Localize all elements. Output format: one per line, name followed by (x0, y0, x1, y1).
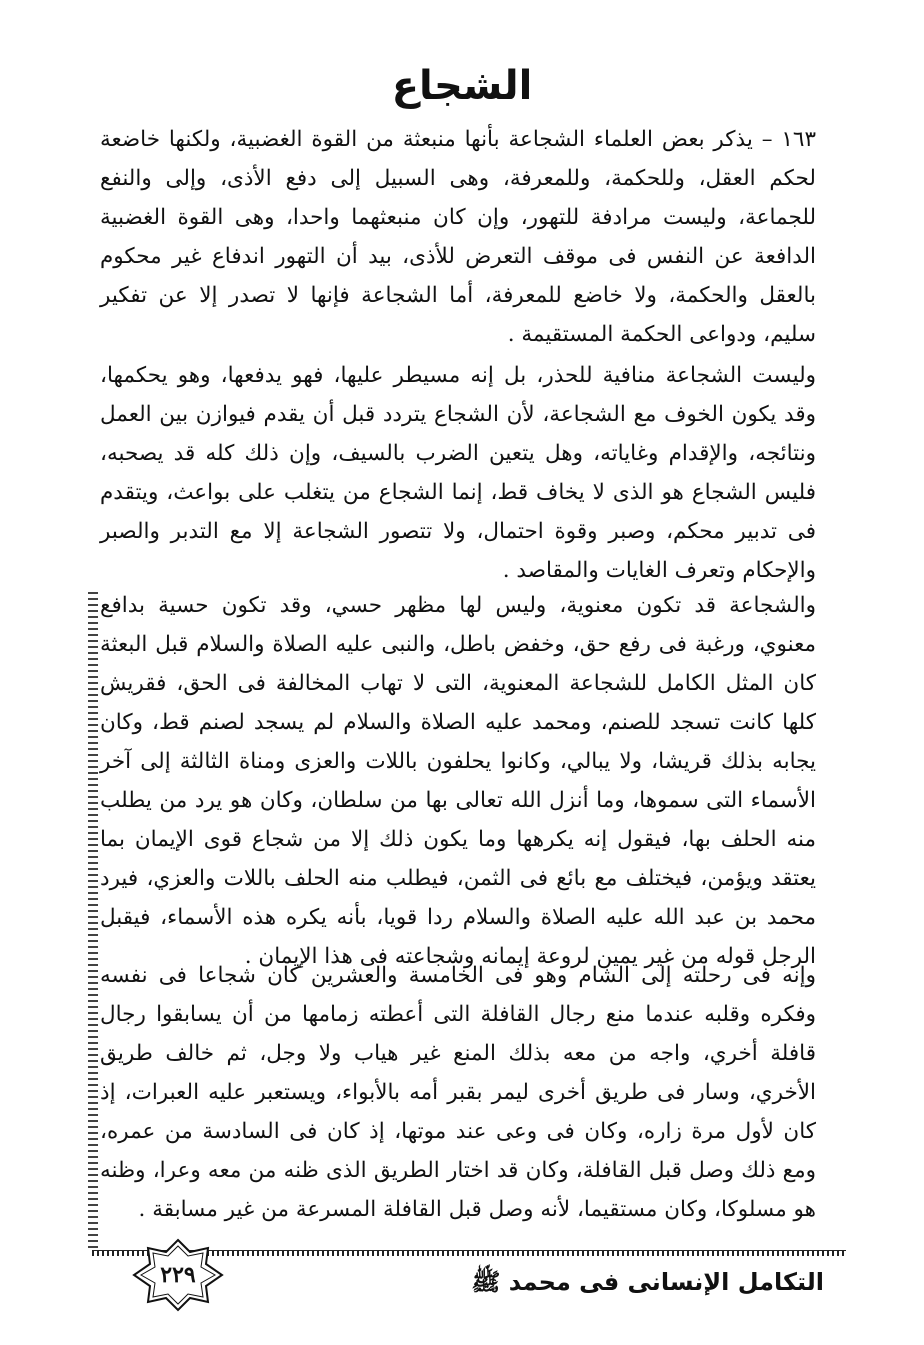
footer-book-title: التكامل الإنسانى فى محمد ﷺ (471, 1268, 824, 1296)
paragraph-2: وليست الشجاعة منافية للحذر، بل إنه مسيطر عليها، فهو يدفعها، وهو يحكمها، وقد يكون الخوف مع الشجاعة، لأن الشجاع يتردد قبل أن يقدم فيوازن بين العمل ونتائجه، والإقدام وغاياته، وهل يتعين الضرب بالسيف، وإن ذلك كله قد يصحبه، فليس الشجاع هو الذى لا يخاف قط، إنما الشجاع من يتغلب على بواعث، ويتقدم فى تدبير محكم، وصبر وقوة احتمال، ولا تتصور الشجاعة إلا مع التدبر والصبر والإحكام وتعرف الغايات والمقاصد . (100, 363, 816, 583)
paragraph-1: ١٦٣ – يذكر بعض العلماء الشجاعة بأنها منبعثة من القوة الغضبية، ولكنها خاضعة لحكم العقل، وللحكمة، وللمعرفة، وهى السبيل إلى دفع الأذى، وإلى والنفع للجماعة، وليست مرادفة للتهور، وإن كان منبعثهما واحدا، وهى القوة الغضبية الدافعة عن النفس فى موقف التعرض للأذى، بيد أن التهور اندفاع غير محكوم بالعقل والحكمة، ولا خاضع للمعرفة، أما الشجاعة فإنها لا تصدر إلا عن تفكير سليم، ودواعى الحكمة المستقيمة . (100, 127, 816, 347)
paragraph-3: والشجاعة قد تكون معنوية، وليس لها مظهر حسي، وقد تكون حسية بدافع معنوي، ورغبة فى رفع حق، وخفض باطل، والنبى عليه الصلاة والسلام قبل البعثة كان المثل الكامل للشجاعة المعنوية، التى لا تهاب المخالفة فى الحق، فقريش كلها كانت تسجد للصنم، ومحمد عليه الصلاة والسلام لم يسجد لصنم قط، وكان يجابه بذلك قريشا، ولا يبالي، وكانوا يحلفون باللات والعزى ومناة الثالثة إلى آخر الأسماء التى سموها، وما أنزل الله تعالى بها من سلطان، وكان هو يرد من يطلب منه الحلف بها، فيقول إنه يكرهها وما يكون ذلك إلا من شجاع قوى الإيمان بما يعتقد ويؤمن، فيختلف مع بائع فى الثمن، فيطلب منه الحلف باللات والعزي، فيرد محمد بن عبد الله عليه الصلاة والسلام ردا قويا، بأنه يكره هذه الأسماء، فيقبل الرجل قوله من غير يمين لروعة إيمانه وشجاعته فى هذا الإيمان . (100, 593, 816, 969)
page-number-badge (132, 1238, 224, 1312)
left-decorative-border (88, 592, 98, 1250)
paragraph-4: وإنه فى رحلته إلى الشام وهو فى الخامسة والعشرين كان شجاعا فى نفسه وفكره وقلبه عندما منع رجال القافلة التى أعطته زمامها من أن يسابقوا رجال قافلة أخري، واجه من معه بذلك المنع غير هياب ولا وجل، ثم خالف طريق الأخري، وسار فى طريق أخرى ليمر بقبر أمه بالأبواء، ويستعبر عليه العبرات، إذ كان لأول مرة زاره، وكان فى وعى عند موتها، إذ كان فى السادسة من عمره، ومع ذلك وصل قبل القافلة، وكان قد اختار الطريق الذى ظنه من معه وعرا، وظنه هو مسلوكا، وكان مستقيما، لأنه وصل قبل القافلة المسرعة من غير مسابقة . (100, 963, 816, 1222)
page-title: الشجاع (391, 63, 533, 109)
page-number: ٢٢٩ (160, 1262, 196, 1288)
